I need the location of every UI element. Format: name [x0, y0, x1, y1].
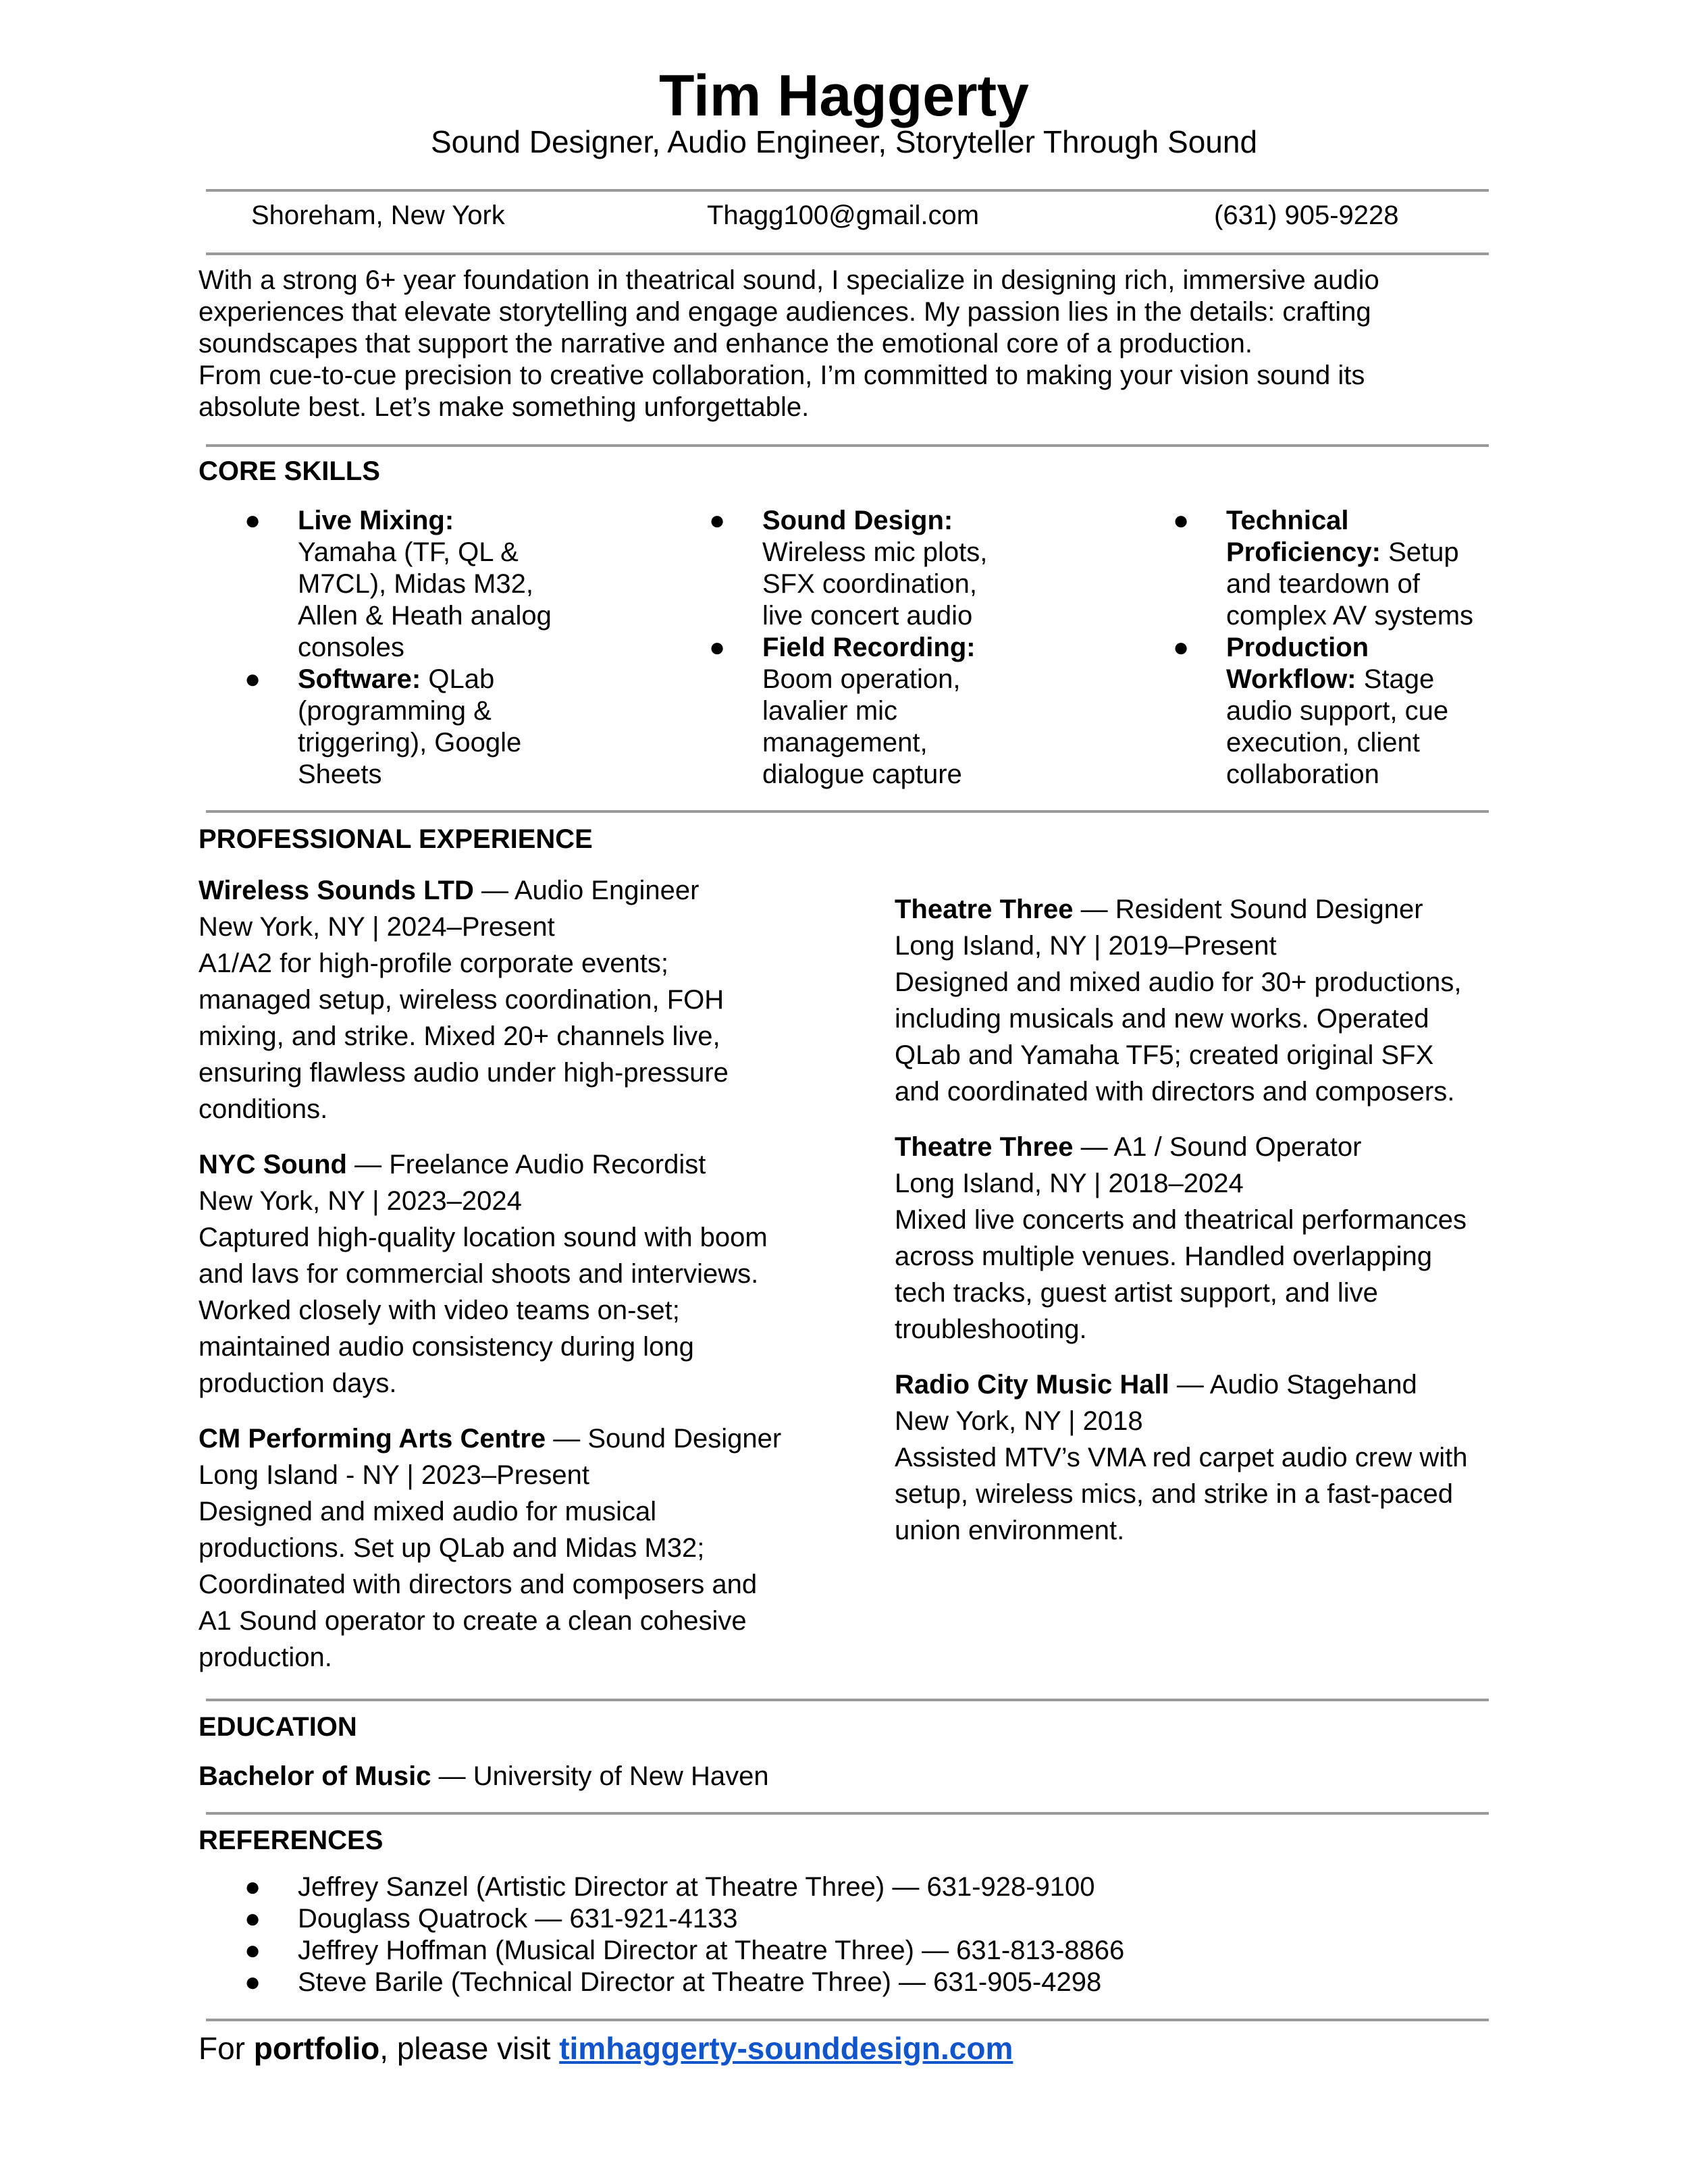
skill-label: Sound Design: [762, 506, 953, 535]
summary-line: experiences that elevate storytelling and engage audiences. My passion lies in the details: crafting [199, 297, 1371, 327]
skills-column-2 [663, 505, 1041, 791]
reference-item [199, 1903, 1124, 1935]
divider [206, 252, 1489, 255]
resume-subtitle: Sound Designer, Audio Engineer, Storyteller Through Sound [430, 124, 1258, 159]
bullet-icon: ● [709, 506, 726, 535]
section-title-references: REFERENCES [199, 1826, 384, 1855]
skill-line: and teardown of [1226, 569, 1420, 599]
job-line: A1 Sound operator to create a clean cohesive [199, 1606, 747, 1636]
bullet-icon: ● [244, 1936, 261, 1965]
skill-line: management, [762, 728, 928, 757]
reference-text: Jeffrey Sanzel (Artistic Director at Theatre Three) — 631-928-9100 [298, 1872, 1095, 1902]
reference-item [199, 1967, 1124, 1998]
job-meta: Long Island, NY | 2018–2024 [895, 1169, 1244, 1198]
skill-line: Sheets [298, 760, 382, 789]
skill-text: Stage [1356, 664, 1435, 694]
portfolio-middle: , please visit [379, 2031, 560, 2066]
job-company: Theatre Three [895, 895, 1074, 924]
skill-label: Software: [298, 664, 421, 694]
skill-line: complex AV systems [1226, 601, 1474, 631]
divider [206, 2019, 1489, 2021]
references-list [199, 1871, 1124, 1998]
job-line: including musicals and new works. Operated [895, 1004, 1429, 1034]
job-entry [199, 1420, 880, 1676]
job-line: Mixed live concerts and theatrical performances [895, 1205, 1467, 1235]
job-company: Theatre Three [895, 1132, 1074, 1162]
resume-name: Tim Haggerty [659, 63, 1029, 128]
experience-right-column [895, 891, 1502, 1568]
job-line: tech tracks, guest artist support, and live [895, 1278, 1378, 1308]
divider [206, 1699, 1489, 1701]
bullet-icon: ● [244, 1967, 261, 1997]
divider [206, 810, 1489, 813]
job-line: Designed and mixed audio for 30+ productions, [895, 967, 1462, 997]
job-meta: New York, NY | 2018 [895, 1406, 1143, 1436]
skill-line: Yamaha (TF, QL & [298, 537, 519, 567]
contact-location: Shoreham, New York [251, 201, 505, 230]
skill-line: M7CL), Midas M32, [298, 569, 533, 599]
job-company: NYC Sound [199, 1150, 347, 1179]
job-line: Coordinated with directors and composers and [199, 1570, 758, 1599]
skill-label: Production [1226, 633, 1369, 662]
bullet-icon: ● [709, 633, 726, 662]
skill-item [199, 664, 577, 791]
skill-line: live concert audio [762, 601, 973, 631]
skill-line: Allen & Heath analog [298, 601, 552, 631]
summary [199, 265, 1495, 423]
job-line: Assisted MTV’s VMA red carpet audio crew with [895, 1443, 1468, 1472]
experience-left-column [199, 872, 880, 1695]
job-meta: Long Island - NY | 2023–Present [199, 1460, 589, 1490]
portfolio-prefix: For [199, 2031, 254, 2066]
education-degree: Bachelor of Music [199, 1761, 431, 1791]
job-line: productions. Set up QLab and Midas M32; [199, 1533, 705, 1563]
job-line: production. [199, 1643, 332, 1672]
job-line: Designed and mixed audio for musical [199, 1497, 657, 1526]
skill-item [1127, 632, 1492, 791]
skill-text: QLab [421, 664, 495, 694]
job-role: — A1 / Sound Operator [1073, 1132, 1362, 1162]
bullet-icon: ● [244, 664, 261, 694]
skill-line: collaboration [1226, 760, 1379, 789]
job-meta: Long Island, NY | 2019–Present [895, 931, 1277, 961]
summary-line: soundscapes that support the narrative and enhance the emotional core of a production. [199, 329, 1253, 358]
job-role: — Audio Engineer [473, 876, 700, 905]
reference-text: Jeffrey Hoffman (Musical Director at Theatre Three) — 631-813-8866 [298, 1936, 1125, 1965]
job-entry [199, 872, 880, 1127]
skill-label: Live Mixing: [298, 506, 454, 535]
divider [206, 1812, 1489, 1815]
skill-line: (programming & [298, 696, 492, 726]
skill-line: SFX coordination, [762, 569, 977, 599]
job-line: A1/A2 for high-profile corporate events; [199, 949, 668, 978]
job-role: — Audio Stagehand [1169, 1370, 1417, 1400]
skill-line: execution, client [1226, 728, 1420, 757]
job-meta: New York, NY | 2023–2024 [199, 1186, 522, 1216]
skill-line: consoles [298, 633, 404, 662]
section-title-education: EDUCATION [199, 1712, 357, 1742]
job-entry [895, 1129, 1502, 1348]
portfolio-bold: portfolio [253, 2031, 380, 2066]
job-line: conditions. [199, 1094, 328, 1124]
skill-text: Setup [1380, 537, 1459, 567]
contact-phone: (631) 905-9228 [1214, 201, 1399, 230]
skill-label: Workflow: [1226, 664, 1356, 694]
section-title-experience: PROFESSIONAL EXPERIENCE [199, 824, 593, 854]
skill-line: dialogue capture [762, 760, 962, 789]
job-line: and coordinated with directors and composers. [895, 1077, 1455, 1107]
job-company: CM Performing Arts Centre [199, 1424, 546, 1454]
education-school: — University of New Haven [431, 1761, 769, 1791]
job-line: troubleshooting. [895, 1314, 1087, 1344]
bullet-icon: ● [244, 506, 261, 535]
skill-item [663, 632, 1041, 791]
skill-line: Wireless mic plots, [762, 537, 988, 567]
skill-label: Proficiency: [1226, 537, 1381, 567]
job-line: Captured high-quality location sound with boom [199, 1223, 768, 1252]
job-entry [199, 1146, 880, 1402]
reference-item [199, 1935, 1124, 1967]
skill-item [663, 505, 1041, 632]
job-meta: New York, NY | 2024–Present [199, 912, 555, 942]
bullet-icon: ● [244, 1872, 261, 1902]
job-company: Radio City Music Hall [895, 1370, 1169, 1400]
contact-email: Thagg100@gmail.com [707, 201, 980, 230]
bullet-icon: ● [1173, 506, 1190, 535]
portfolio-link[interactable]: timhaggerty-sounddesign.com [559, 2031, 1013, 2066]
reference-text: Steve Barile (Technical Director at Theatre Three) — 631-905-4298 [298, 1967, 1102, 1997]
skill-line: triggering), Google [298, 728, 522, 757]
job-line: QLab and Yamaha TF5; created original SFX [895, 1040, 1434, 1070]
summary-line: From cue-to-cue precision to creative collaboration, I’m committed to making your vision sound its [199, 361, 1365, 390]
job-line: and lavs for commercial shoots and interviews. [199, 1259, 759, 1289]
section-title-core-skills: CORE SKILLS [199, 456, 380, 486]
divider [206, 444, 1489, 447]
bullet-icon: ● [244, 1904, 261, 1934]
job-entry [895, 1366, 1502, 1549]
skills-column-1 [199, 505, 577, 791]
job-line: mixing, and strike. Mixed 20+ channels live, [199, 1021, 720, 1051]
job-company: Wireless Sounds LTD [199, 876, 474, 905]
job-line: setup, wireless mics, and strike in a fast-paced [895, 1479, 1454, 1509]
reference-text: Douglass Quatrock — 631-921-4133 [298, 1904, 738, 1934]
skill-label: Technical [1226, 506, 1349, 535]
job-entry [895, 891, 1502, 1110]
summary-line: With a strong 6+ year foundation in theatrical sound, I specialize in designing rich, immersive audio [199, 265, 1379, 295]
skills-column-3 [1127, 505, 1492, 791]
job-line: ensuring flawless audio under high-pressure [199, 1058, 729, 1088]
skill-line: lavalier mic [762, 696, 898, 726]
job-role: — Freelance Audio Recordist [346, 1150, 706, 1179]
skill-item [199, 505, 577, 664]
skill-item [1127, 505, 1492, 632]
job-line: production days. [199, 1368, 397, 1398]
job-line: maintained audio consistency during long [199, 1332, 694, 1362]
skill-label: Field Recording: [762, 633, 976, 662]
reference-item [199, 1871, 1124, 1903]
skill-line: Boom operation, [762, 664, 961, 694]
job-line: Worked closely with video teams on-set; [199, 1296, 680, 1325]
summary-line: absolute best. Let’s make something unforgettable. [199, 392, 810, 422]
job-line: managed setup, wireless coordination, FOH [199, 985, 724, 1015]
education-entry [199, 1758, 769, 1794]
skill-line: audio support, cue [1226, 696, 1449, 726]
job-role: — Sound Designer [546, 1424, 782, 1454]
job-role: — Resident Sound Designer [1073, 895, 1423, 924]
portfolio-line [199, 2028, 1013, 2069]
job-line: union environment. [895, 1516, 1125, 1545]
divider [206, 189, 1489, 192]
job-line: across multiple venues. Handled overlapping [895, 1242, 1433, 1271]
bullet-icon: ● [1173, 633, 1190, 662]
